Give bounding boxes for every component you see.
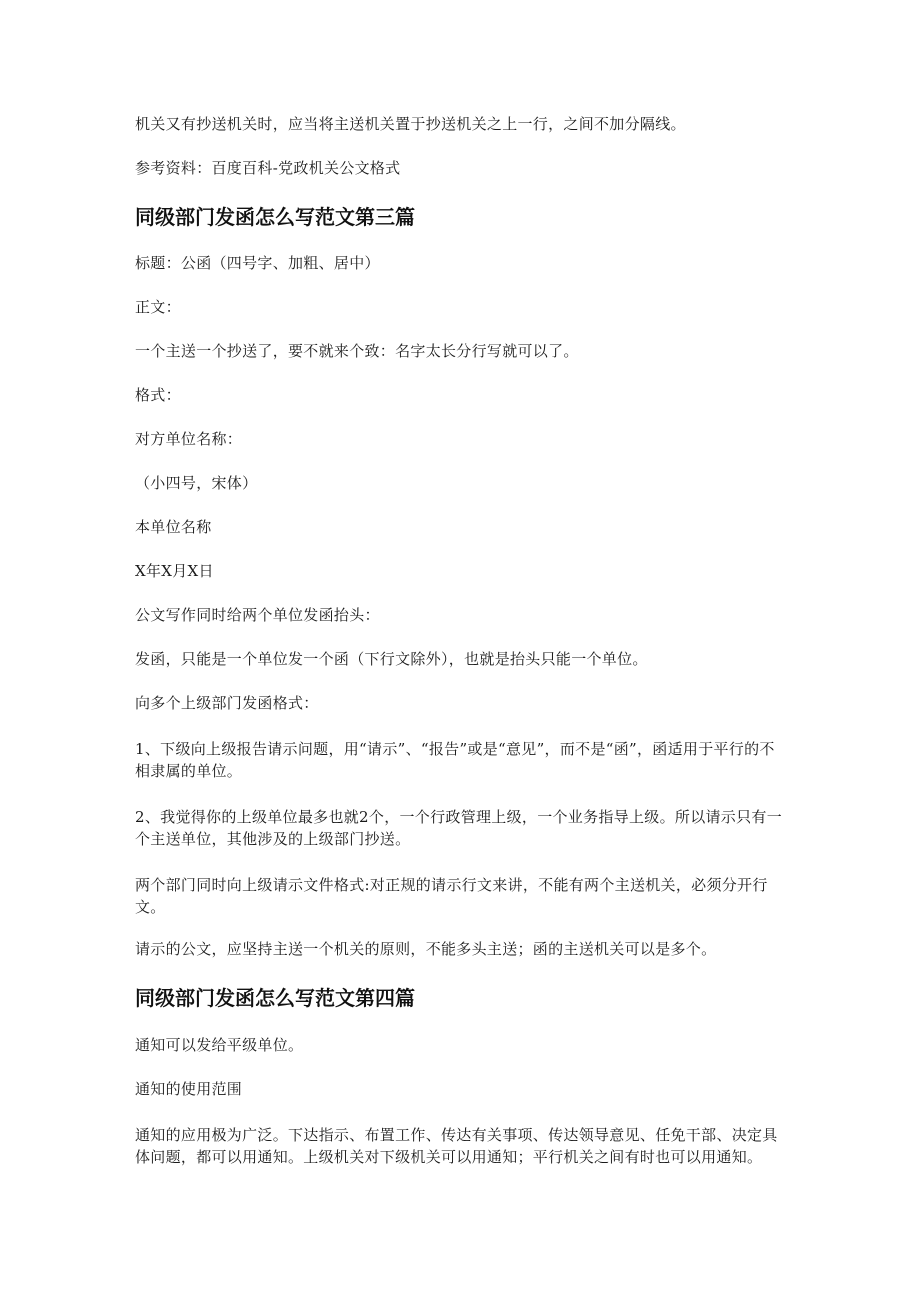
paragraph: 通知可以发给平级单位。 <box>135 1036 304 1054</box>
paragraph: 1、下级向上级报告请示问题，用“请示”、“报告”或是“意见”，而不是“函”，函适用于平行的不相隶属的单位。 <box>135 740 775 780</box>
paragraph: 标题：公函（四号字、加粗、居中） <box>135 254 380 272</box>
section-heading-3: 同级部门发函怎么写范文第三篇 <box>135 205 415 229</box>
paragraph: 格式： <box>135 386 181 404</box>
section-heading-4: 同级部门发函怎么写范文第四篇 <box>135 986 415 1010</box>
reference-paragraph: 参考资料：百度百科-党政机关公文格式 <box>135 159 401 177</box>
paragraph: 正文： <box>135 298 181 316</box>
paragraph: （小四号，宋体） <box>135 474 258 492</box>
paragraph: 2、我觉得你的上级单位最多也就2个，一个行政管理上级，一个业务指导上级。所以请示只有一个主送单位，其他涉及的上级部门抄送。 <box>135 808 782 848</box>
paragraph: 通知的应用极为广泛。下达指示、布置工作、传达有关事项、传达领导意见、任免干部、决定具体问题，都可以用通知。上级机关对下级机关可以用通知；平行机关之间有时也可以用通知。 <box>135 1126 778 1166</box>
paragraph: 对方单位名称： <box>135 430 243 448</box>
paragraph: 一个主送一个抄送了，要不就来个致：名字太长分行写就可以了。 <box>135 342 579 360</box>
paragraph: 发函，只能是一个单位发一个函（下行文除外），也就是抬头只能一个单位。 <box>135 650 648 668</box>
paragraph: 两个部门同时向上级请示文件格式:对正规的请示行文来讲，不能有两个主送机关，必须分开行文。 <box>135 876 768 916</box>
paragraph: 本单位名称 <box>135 518 212 536</box>
paragraph: 通知的使用范围 <box>135 1080 243 1098</box>
paragraph: X年X月X日 <box>135 562 214 580</box>
paragraph: 向多个上级部门发函格式： <box>135 694 319 712</box>
paragraph: 请示的公文，应坚持主送一个机关的原则，不能多头主送；函的主送机关可以是多个。 <box>135 940 717 958</box>
paragraph: 机关又有抄送机关时，应当将主送机关置于抄送机关之上一行，之间不加分隔线。 <box>135 115 686 133</box>
paragraph: 公文写作同时给两个单位发函抬头： <box>135 606 380 624</box>
